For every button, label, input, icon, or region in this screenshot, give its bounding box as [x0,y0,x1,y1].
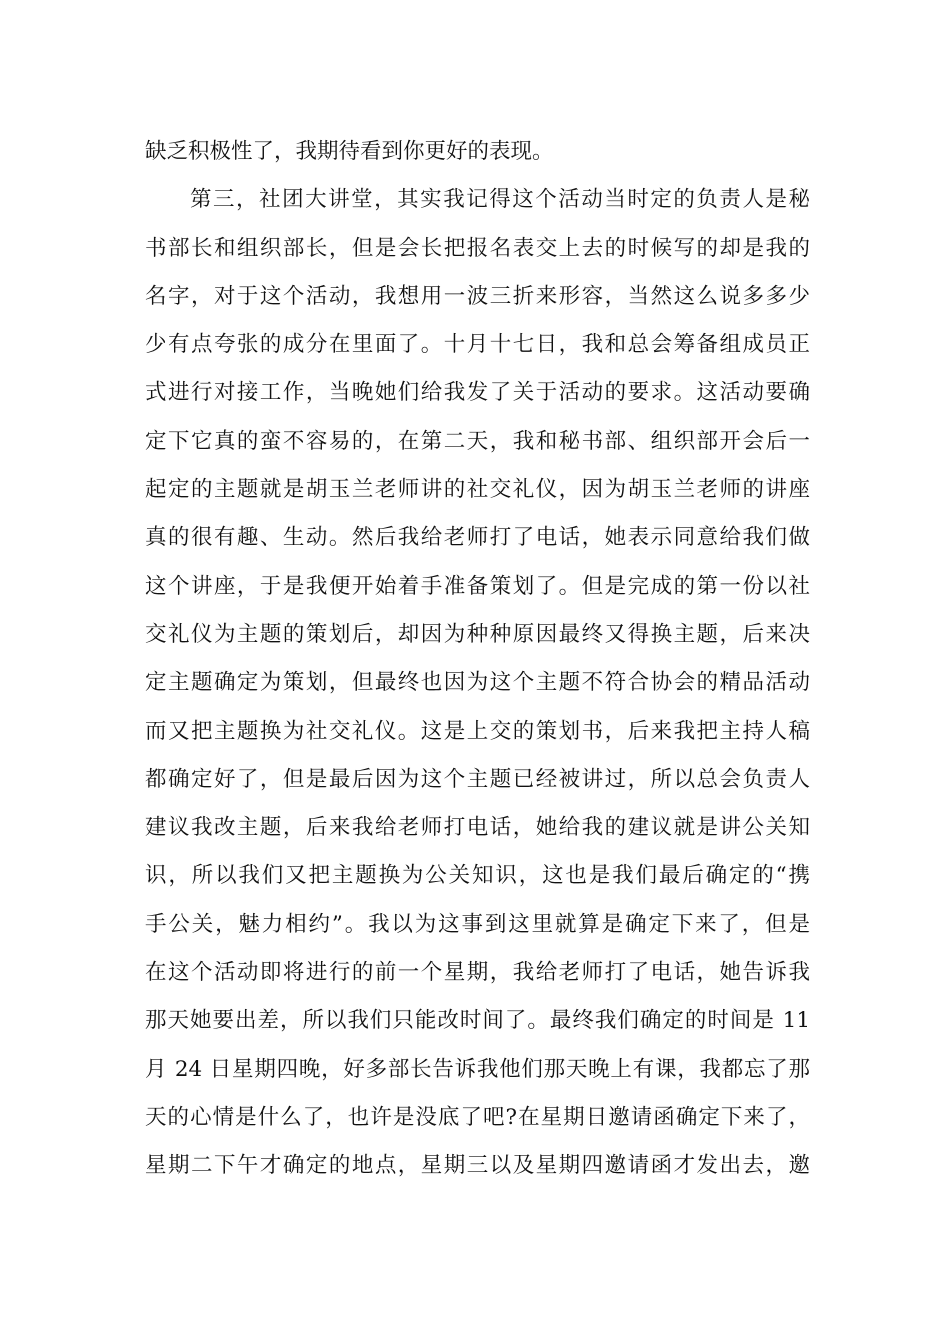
text-line: 缺乏积极性了，我期待看到你更好的表现。 [145,139,554,164]
paragraph-first-line: 第三，社团大讲堂，其实我记得这个活动当时定的负责人是秘 [190,187,810,213]
text-line: 交礼仪为主题的策划后，却因为种种原因最终又得换主题，后来决 [145,621,810,647]
text-line: 式进行对接工作，当晚她们给我发了关于活动的要求。这活动要确 [145,380,810,406]
text-line: 建议我改主题，后来我给老师打电话，她给我的建议就是讲公关知 [145,815,810,841]
text-line: 起定的主题就是胡玉兰老师讲的社交礼仪，因为胡玉兰老师的讲座 [145,477,810,503]
text-line: 星期二下午才确定的地点，星期三以及星期四邀请函才发出去，邀 [145,1153,810,1179]
text-line: 真的很有趣、生动。然后我给老师打了电话，她表示同意给我们做 [145,525,810,551]
text-line: 少有点夸张的成分在里面了。十月十七日，我和总会筹备组成员正 [145,332,810,358]
text-line: 定主题确定为策划，但最终也因为这个主题不符合协会的精品活动 [145,670,810,696]
body-text [145,128,810,1191]
text-line: 那天她要出差，所以我们只能改时间了。最终我们确定的时间是 11 [145,1008,810,1034]
text-line: 在这个活动即将进行的前一个星期，我给老师打了电话，她告诉我 [145,960,810,986]
text-line: 名字，对于这个活动，我想用一波三折来形容，当然这么说多多少 [145,283,810,309]
text-line: 月 24 日星期四晚，好多部长告诉我他们那天晚上有课，我都忘了那 [145,1056,810,1082]
text-line: 识，所以我们又把主题换为公关知识，这也是我们最后确定的“携 [145,863,810,889]
text-line: 这个讲座，于是我便开始着手准备策划了。但是完成的第一份以社 [145,573,810,599]
text-line: 手公关，魅力相约”。我以为这事到这里就算是确定下来了，但是 [145,911,810,937]
text-line: 而又把主题换为社交礼仪。这是上交的策划书，后来我把主持人稿 [145,718,810,744]
text-line: 定下它真的蛮不容易的，在第二天，我和秘书部、组织部开会后一 [145,428,810,454]
text-line: 都确定好了，但是最后因为这个主题已经被讲过，所以总会负责人 [145,766,810,792]
text-line: 天的心情是什么了，也许是没底了吧?在星期日邀请函确定下来了， [145,1104,810,1130]
text-line: 书部长和组织部长，但是会长把报名表交上去的时候写的却是我的 [145,235,810,261]
